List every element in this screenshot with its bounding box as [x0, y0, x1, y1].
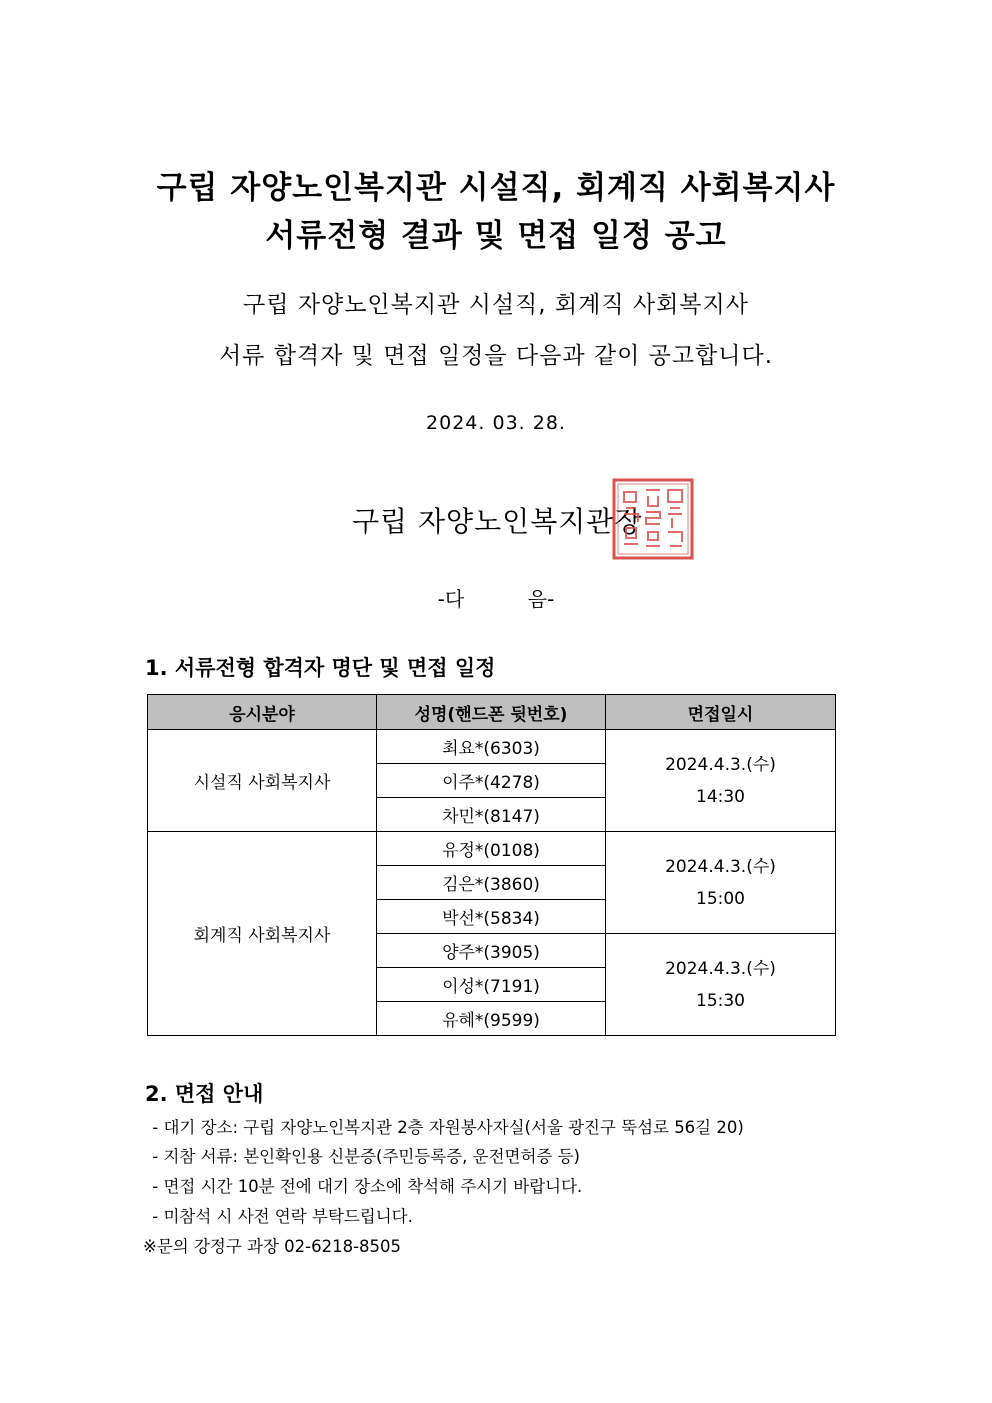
- column-header-field: 응시분야: [148, 695, 377, 730]
- table-header-row: [148, 695, 836, 730]
- info-item-documents: - 지참 서류: 본인확인용 신분증(주민등록증, 운전면허증 등): [147, 1147, 580, 1166]
- field-cell-accounting: 회계직 사회복지사: [148, 832, 377, 1036]
- candidate-cell: 유정*(0108): [377, 832, 606, 866]
- notice-heading: -다 음-: [437, 587, 555, 611]
- slot-date: 2024.4.3.(수): [665, 958, 776, 979]
- section-2-heading: 2. 면접 안내: [145, 1082, 264, 1106]
- candidate-cell: 유혜*(9599): [377, 1002, 606, 1036]
- document-title-line-1: 구립 자양노인복지관 시설직, 회계직 사회복지사: [156, 170, 836, 206]
- section-1-heading: 1. 서류전형 합격자 명단 및 면접 일정: [145, 656, 496, 680]
- lead-text-line-2: 서류 합격자 및 면접 일정을 다음과 같이 공고합니다.: [218, 343, 774, 369]
- field-cell-facility: 시설직 사회복지사: [148, 730, 377, 832]
- info-item-absence: - 미참석 시 사전 연락 부탁드립니다.: [147, 1207, 413, 1226]
- organization-signature: 구립 자양노인복지관장: [352, 505, 643, 538]
- info-item-arrival: - 면접 시간 10분 전에 대기 장소에 착석해 주시기 바랍니다.: [147, 1177, 583, 1196]
- candidate-cell: 양주*(3905): [377, 934, 606, 968]
- slot-time: 15:00: [696, 888, 745, 909]
- candidate-cell: 최요*(6303): [377, 730, 606, 764]
- column-header-interview-time: 면접일시: [606, 695, 836, 730]
- document-title-line-2: 서류전형 결과 및 면접 일정 공고: [265, 218, 727, 254]
- slot-date: 2024.4.3.(수): [665, 754, 776, 775]
- slot-date: 2024.4.3.(수): [665, 856, 776, 877]
- table-row: [148, 832, 836, 866]
- announcement-date: 2024. 03. 28.: [426, 412, 566, 434]
- interview-slot-2: [606, 832, 836, 934]
- interview-slot-1: [606, 730, 836, 832]
- info-item-waiting-room: - 대기 장소: 구립 자양노인복지관 2층 자원봉사자실(서울 광진구 뚝섬로 56길 20): [147, 1118, 744, 1137]
- candidate-cell: 김은*(3860): [377, 866, 606, 900]
- lead-text-line-1: 구립 자양노인복지관 시설직, 회계직 사회복지사: [243, 292, 749, 318]
- interview-schedule-table: [147, 694, 836, 1036]
- candidate-cell: 이주*(4278): [377, 764, 606, 798]
- table-row: [148, 730, 836, 764]
- candidate-cell: 박선*(5834): [377, 900, 606, 934]
- candidate-cell: 차민*(8147): [377, 798, 606, 832]
- interview-slot-3: [606, 934, 836, 1036]
- contact-info: ※문의 강정구 과장 02-6218-8505: [143, 1237, 402, 1256]
- column-header-name: 성명(핸드폰 뒷번호): [377, 695, 606, 730]
- slot-time: 15:30: [696, 990, 745, 1011]
- official-seal-icon: [612, 478, 694, 560]
- slot-time: 14:30: [696, 786, 745, 807]
- candidate-cell: 이성*(7191): [377, 968, 606, 1002]
